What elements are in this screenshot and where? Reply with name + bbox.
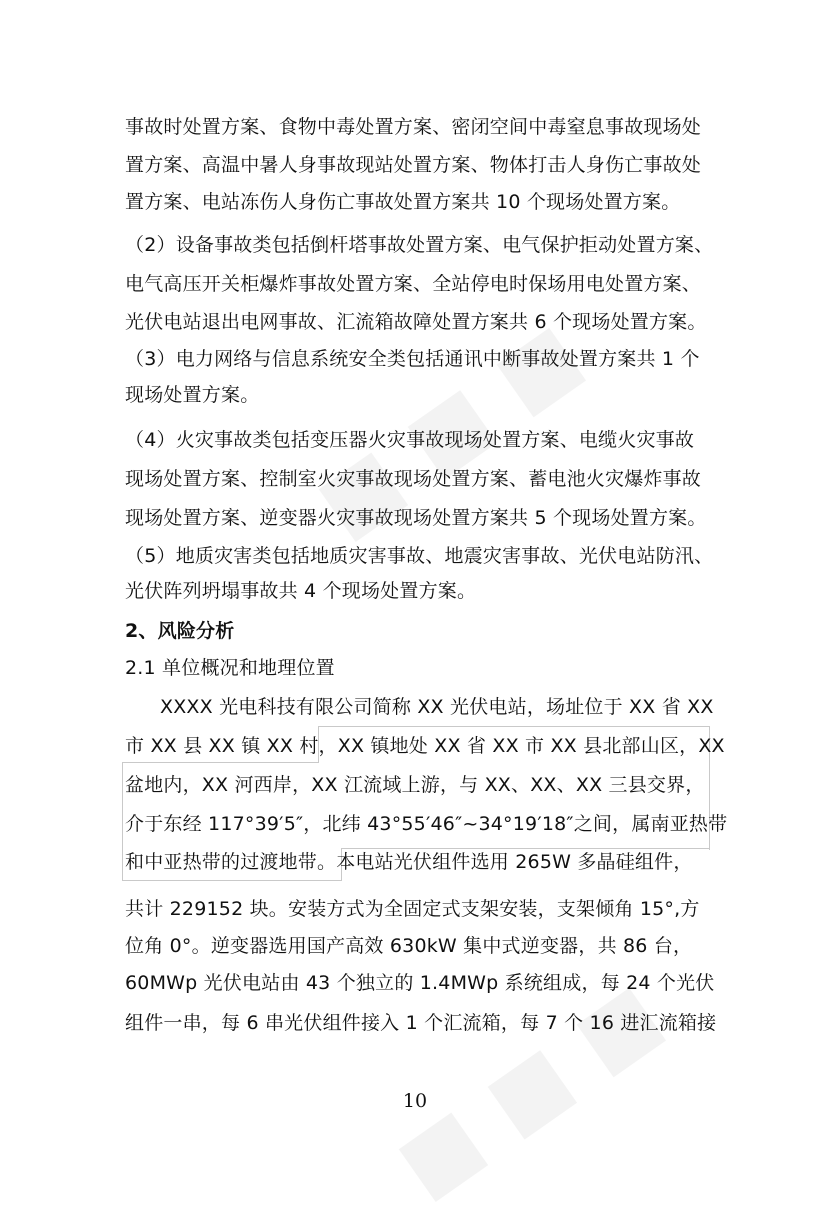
- body-text-line: 60MWp 光伏电站由 43 个独立的 1.4MWp 系统组成，每 24 个光伏: [125, 972, 715, 994]
- body-text-line: 电气高压开关柜爆炸事故处置方案、全站停电时保场用电处置方案、: [125, 273, 702, 295]
- body-text-line: 事故时处置方案、食物中毒处置方案、密闭空间中毒窒息事故现场处: [125, 116, 702, 138]
- body-text-line: （5）地质灾害类包括地质灾害事故、地震灾害事故、光伏电站防汛、: [125, 545, 714, 567]
- body-text-line: 现场处置方案、控制室火灾事故现场处置方案、蓄电池火灾爆炸事故: [125, 468, 702, 490]
- body-text-line: 现场处置方案、逆变器火灾事故现场处置方案共 5 个现场处置方案。: [125, 507, 707, 529]
- textbox-border: [122, 762, 123, 880]
- body-text-line: 盆地内，XX 河西岸，XX 江流域上游，与 XX、XX、XX 三县交界，: [125, 774, 705, 796]
- body-text-line: 现场处置方案。: [125, 384, 260, 406]
- textbox-border: [122, 762, 319, 763]
- body-text-line: 光伏电站退出电网事故、汇流箱故障处置方案共 6 个现场处置方案。: [125, 311, 707, 333]
- textbox-border: [122, 880, 342, 881]
- subsection-heading: 2.1 单位概况和地理位置: [125, 657, 335, 679]
- body-text-line: 置方案、电站冻伤人身伤亡事故处置方案共 10 个现场处置方案。: [125, 191, 681, 213]
- body-text-line: 介于东经 117°39′5″，北纬 43°55′46″~34°19′18″之间，属南亚热带: [125, 813, 728, 835]
- body-text-line: 市 XX 县 XX 镇 XX 村，XX 镇地处 XX 省 XX 市 XX 县北部山区，XX: [125, 735, 725, 757]
- body-text-line: （3）电力网络与信息系统安全类包括通讯中断事故处置方案共 1 个: [125, 348, 700, 370]
- body-text-line: 共计 229152 块。安装方式为全固定式支架安装，支架倾角 15°,方: [125, 898, 700, 920]
- textbox-border: [318, 726, 710, 727]
- body-text-line: XXXX 光电科技有限公司简称 XX 光伏电站，场址位于 XX 省 XX: [160, 696, 714, 718]
- body-text-line: 位角 0°。逆变器选用国产高效 630kW 集中式逆变器，共 86 台，: [125, 935, 693, 957]
- watermark: [379, 964, 678, 1214]
- section-heading: 2、风险分析: [125, 620, 235, 642]
- body-text-line: 光伏阵列坍塌事故共 4 个现场处置方案。: [125, 580, 477, 602]
- body-text-line: 组件一串，每 6 串光伏组件接入 1 个汇流箱，每 7 个 16 进汇流箱接: [125, 1012, 717, 1034]
- body-text-line: 和中亚热带的过渡地带。本电站光伏组件选用 265W 多晶硅组件，: [125, 851, 693, 873]
- body-text-line: 置方案、高温中暑人身事故现站处置方案、物体打击人身伤亡事故处: [125, 154, 702, 176]
- body-text-line: （4）火灾事故类包括变压器火灾事故现场处置方案、电缆火灾事故: [125, 429, 695, 451]
- page-number: 10: [402, 1090, 428, 1112]
- body-text-line: （2）设备事故类包括倒杆塔事故处置方案、电气保护拒动处置方案、: [125, 234, 714, 256]
